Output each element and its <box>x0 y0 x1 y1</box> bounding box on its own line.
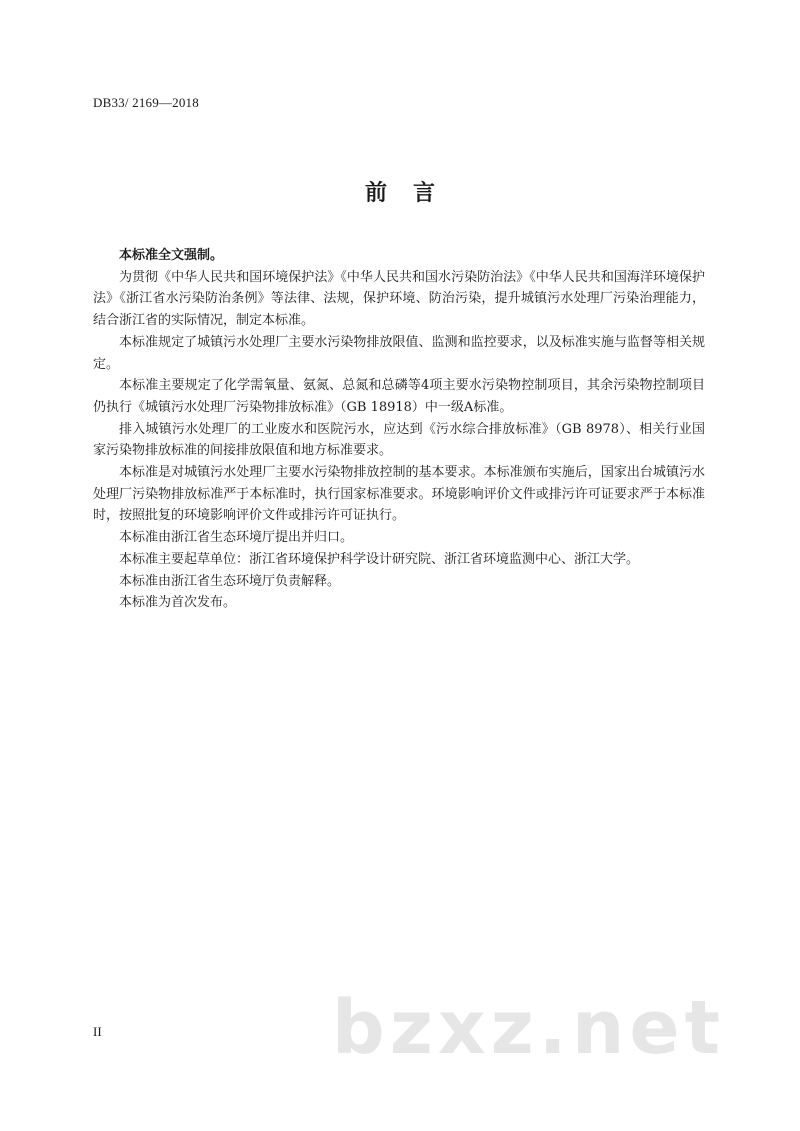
watermark: bzxz.net <box>331 985 725 1071</box>
mandatory-statement: 本标准全文强制。 <box>119 248 224 263</box>
page-title: 前言 <box>364 181 461 206</box>
paragraph-drafting-units: 本标准主要起草单位：浙江省环境保护科学设计研究院、浙江省环境监测中心、浙江大学。 <box>119 551 640 567</box>
paragraph-proposer: 本标准由浙江省生态环境厅提出并归口。 <box>119 530 354 546</box>
paragraph-legal-basis: 为贯彻《中华人民共和国环境保护法》《中华人民共和国水污染防治法》《中华人民共和国海洋环境保护法》《浙江省水污染防治条例》等法律、法规，保护环境、防治污染，提升城镇污水处理厂污染治理能力，结合浙江省的实际情况，制定本标准。 <box>93 269 705 329</box>
document-code: DB33/ 2169—2018 <box>93 95 199 110</box>
paragraph-scope: 本标准规定了城镇污水处理厂主要水污染物排放限值、监测和监控要求，以及标准实施与监督等相关规定。 <box>93 334 705 372</box>
paragraph-basic-requirements: 本标准是对城镇污水处理厂主要水污染物排放控制的基本要求。本标准颁布实施后，国家出台城镇污水处理厂污染物排放标准严于本标准时，执行国家标准要求。环境影响评价文件或排污许可证要求严于本标准时，按照批复的环境影响评价文件或排污许可证执行。 <box>93 465 705 524</box>
document-body <box>93 245 705 614</box>
paragraph-control-items: 本标准主要规定了化学需氧量、氨氮、总氮和总磷等4项主要水污染物控制项目，其余污染物控制项目仍执行《城镇污水处理厂污染物排放标准》（GB 18918）中一级A标准。 <box>93 378 705 415</box>
paragraph-first-release: 本标准为首次发布。 <box>119 595 237 611</box>
page-number: II <box>93 1024 102 1039</box>
paragraph-interpretation: 本标准由浙江省生态环境厅负责解释。 <box>119 573 341 589</box>
paragraph-industrial-wastewater: 排入城镇污水处理厂的工业废水和医院污水，应达到《污水综合排放标准》（GB 8978）、相关行业国家污染物排放标准的间接排放限值和地方标准要求。 <box>93 421 705 459</box>
